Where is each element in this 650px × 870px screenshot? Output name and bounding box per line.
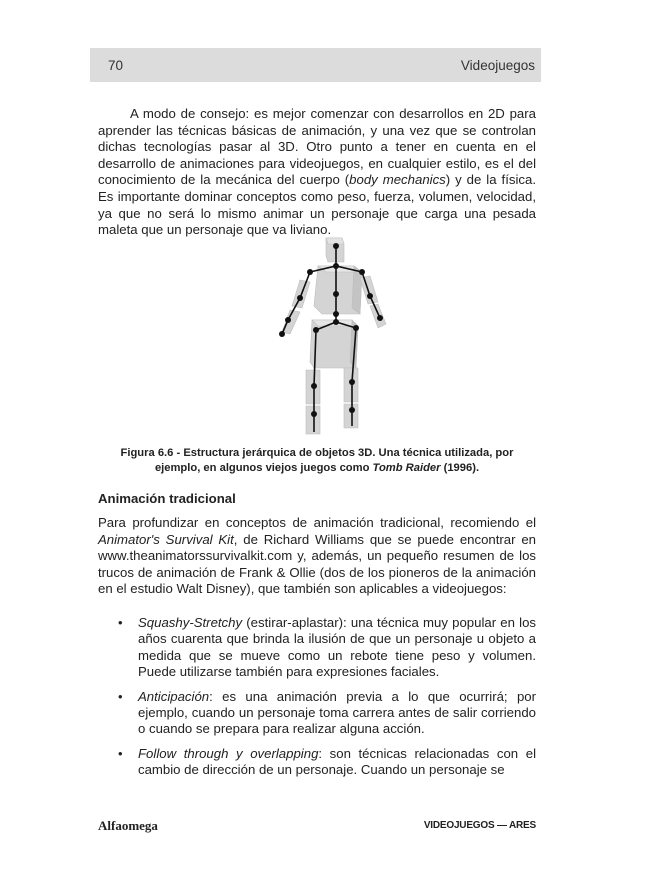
figure-left-leg-lower: [306, 406, 320, 434]
list-item: [118, 746, 536, 779]
intro-section: [98, 106, 536, 239]
chapter-title: Videojuegos: [460, 57, 535, 73]
intro-text-1: A modo de consejo: es mejor comenzar con desarrollos en 2D para aprender las técnicas básicas de animación, y una vez que se controlan dichas tecnologías pasar al 3D. Otro punto a tener en cuenta en el desarrollo de animaciones para videojuegos, en cualquier estilo, es el del conocimiento de la mecánica del cuerpo (: [98, 106, 536, 188]
caption-emphasis: Tomb Raider: [372, 462, 441, 474]
bullet-dot-icon: •: [118, 688, 123, 704]
page-header: [90, 48, 541, 82]
section-text-2: , de Richard Williams que se puede encontrar en www.theanimatorssurvivalkit.com y, además, un pequeño resumen de los trucos de animación de Frank & Ollie (dos de los pioneros de la animación en el estudio Walt Disney), que también son aplicables a videojuegos:: [98, 531, 536, 597]
list-item: [118, 689, 536, 738]
list-item-term: Follow through y overlapping: [138, 745, 319, 761]
list-item-text: : son técnicas relacionadas con el cambio de dirección de un personaje. Cuando un personaje se: [138, 745, 536, 778]
page-number: 70: [108, 57, 124, 73]
figure-caption: [98, 446, 536, 476]
skeleton-figure: [260, 236, 400, 436]
section-paragraph: [98, 515, 536, 598]
technique-list: [118, 615, 536, 787]
bullet-dot-icon: •: [118, 615, 123, 630]
figure-right-arm-upper: [360, 276, 378, 304]
section-text-1: Para profundizar en conceptos de animación tradicional, recomiendo el: [98, 515, 536, 530]
section-body: [98, 515, 536, 598]
figure-right-leg-upper: [344, 368, 358, 402]
list-item-term: Squashy-Stretchy: [138, 615, 243, 630]
section-emphasis: Animator's Survival Kit: [98, 531, 234, 547]
caption-text-2: (1996).: [440, 462, 480, 474]
footer-publisher: Alfaomega: [98, 818, 158, 833]
list-item-text: (estirar-aplastar): una técnica muy popular en los años cuarenta que brinda la ilusión de que un personaje u objeto a medida que se mueve como un rebote tiene peso y volumen. Puede utilizarse también para expresiones faciales.: [138, 615, 536, 680]
intro-text-2: ) y de la física. Es importante dominar conceptos como peso, fuerza, volumen, velocidad, ya que no será lo mismo animar un personaje que carga una pesada maleta que un personaje que va liviano.: [98, 172, 536, 238]
intro-paragraph: [98, 106, 536, 239]
list-item-term: Anticipación: [138, 688, 210, 704]
caption-text-1: Figura 6.6 - Estructura jerárquica de objetos 3D. Una técnica utilizada, por ejemplo, en algunos viejos juegos como: [120, 447, 514, 474]
section-heading: Animación tradicional: [98, 491, 236, 506]
bullet-dot-icon: •: [118, 745, 123, 761]
list-item: [118, 615, 536, 681]
footer-book-title: VIDEOJUEGOS — ARES: [423, 820, 536, 831]
intro-emphasis: body mechanics: [349, 172, 446, 188]
list-item-text: : es una animación previa a lo que ocurrirá; por ejemplo, cuando un personaje toma carrera antes de salir corriendo o cuando se prepara para realizar alguna acción.: [138, 688, 536, 737]
